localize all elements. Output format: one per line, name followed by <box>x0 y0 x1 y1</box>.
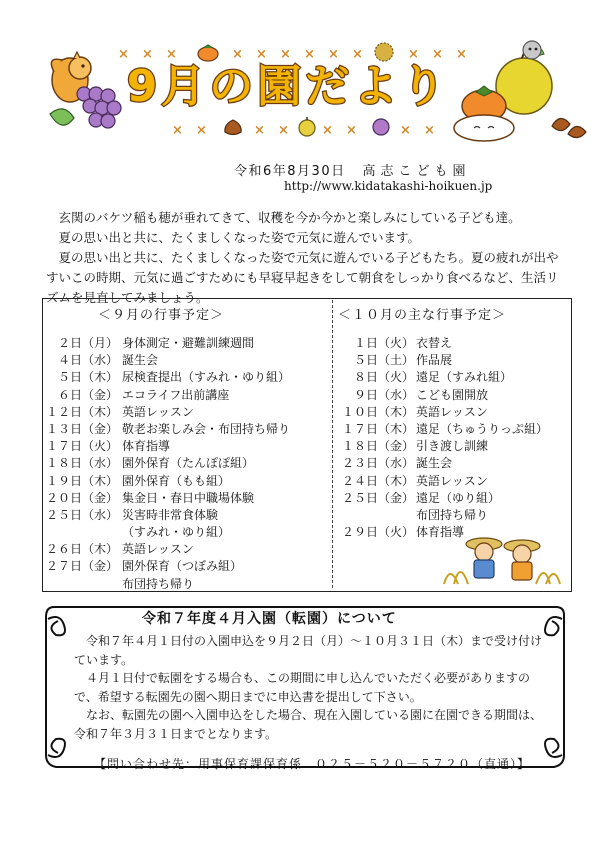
event-row: １３日（金） 敬老お楽しみ会・布団持ち帰り <box>46 421 291 436</box>
event-row: １日（火） 衣替え <box>354 336 453 350</box>
date-line <box>234 160 471 179</box>
event-row: ９日（水） こども園開放 <box>354 387 489 402</box>
event-row: ５日（木） 尿検査提出（すみれ・ゆり組） <box>58 370 291 385</box>
scarecrow-kids-illustration <box>440 530 564 586</box>
event-row: ２６日（木） 英語レッスン <box>46 542 194 557</box>
schedule-divider <box>332 300 333 588</box>
x-decoration: × <box>400 123 411 138</box>
x-decoration: × <box>280 47 291 62</box>
school-url[interactable]: http://www.kidatakashi-hoikuen.jp <box>284 179 493 193</box>
x-decoration: × <box>346 123 357 138</box>
october-heading: ＜１０月の主な行事予定＞ <box>338 308 507 323</box>
notice-paragraph: なお、転園先の園へ入園申込をした場合、現在入園している園に在園できる期間は、令和７年３月３１日までとなります。 <box>74 708 543 741</box>
event-row: ４日（水） 誕生会 <box>58 353 159 368</box>
chestnut-icon <box>222 118 244 138</box>
x-decoration: × <box>166 47 177 62</box>
event-row: ２０日（金） 集金日・春日中職場体験 <box>46 490 255 505</box>
event-row: １８日（金） 引き渡し訓練 <box>342 439 489 454</box>
event-row: １７日（木） 遠足（ちゅうりっぷ組） <box>342 421 549 436</box>
event-row: １９日（木） 園外保育（もも組） <box>46 473 231 488</box>
intro-paragraph: 夏の思い出と共に、たくましくなった姿で元気に遊んでいます。 <box>58 230 421 245</box>
event-row: ２日（月） 身体測定・避難訓練週間 <box>58 336 255 350</box>
header-banner <box>0 0 600 150</box>
x-decoration: × <box>328 47 339 62</box>
event-row: ２３日（水） 誕生会 <box>342 456 453 471</box>
notice-body <box>74 632 542 743</box>
pear-persimmon-hamster-illustration <box>444 36 594 144</box>
contact-info: 【問い合わせ先：用事保育課保育係 ０２５－５２０－５７２０（直通）】 <box>94 757 531 771</box>
title-plate <box>118 55 458 119</box>
x-decoration: × <box>456 47 467 62</box>
september-event-list <box>46 335 328 593</box>
event-row: １２日（木） 英語レッスン <box>46 404 194 419</box>
x-decoration: × <box>172 123 183 138</box>
x-decoration: × <box>118 47 129 62</box>
october-event-list <box>342 335 564 541</box>
notice-paragraph: 令和７年４月１日付の入園申込を９月２日（月）～１０月３１日（木）まで受け付けています。 <box>74 634 543 667</box>
event-row-continued: 布団持ち帰り <box>122 576 195 591</box>
intro-paragraph: 夏の思い出と共に、たくましくなった姿で元気に遊んでいる子どもたち。夏の疲れが出やすいこの時期、元気に過ごすためにも早寝早起きをして朝食をしっかり食べるなど、生活リズムを見直してみましょう。 <box>46 250 559 305</box>
event-row: ２４日（木） 英語レッスン <box>342 473 488 488</box>
x-decoration: × <box>256 47 267 62</box>
event-row: １７日（火） 体育指導 <box>46 439 171 454</box>
event-row: １８日（水） 園外保育（たんぽぽ組） <box>46 456 255 471</box>
event-row: ８日（火） 遠足（すみれ組） <box>354 370 513 385</box>
september-heading: ＜９月の行事予定＞ <box>98 308 225 323</box>
event-row: ５日（土） 作品展 <box>354 353 453 368</box>
event-row: ６日（金） エコライフ出前講座 <box>58 387 230 402</box>
x-decoration: × <box>254 123 265 138</box>
x-decoration: × <box>232 47 243 62</box>
x-decoration: × <box>142 47 153 62</box>
intro-text <box>46 208 568 308</box>
x-decoration: × <box>304 47 315 62</box>
x-decoration: × <box>424 123 435 138</box>
notice-paragraph: ４月１日付で転園をする場合も、この期間に申し込んでいただく必要がありますので、希望する転園先の園へ期日までに申込書を提出して下さい。 <box>74 671 531 704</box>
event-row: ２９日（火） 体育指導 <box>342 525 465 540</box>
x-decoration: × <box>196 123 207 138</box>
newsletter-title: 9月の園だより <box>126 61 450 112</box>
event-row: ２７日（金） 園外保育（つぼみ組） <box>46 559 243 574</box>
grape-icon <box>370 116 392 138</box>
event-row-continued: 布団持ち帰り <box>416 507 489 522</box>
event-row-continued: （すみれ・ゆり組） <box>122 525 231 540</box>
x-decoration: × <box>408 47 419 62</box>
notice-title: 令和７年度４月入園（転園）について <box>142 611 397 627</box>
x-decoration: × <box>352 47 363 62</box>
x-decoration: × <box>322 123 333 138</box>
x-decoration: × <box>278 123 289 138</box>
intro-paragraph: 玄関のバケツ稲も穂が垂れてきて、収穫を今か今かと楽しみにしている子ども達。 <box>58 210 521 225</box>
x-decoration: × <box>432 47 443 62</box>
event-row: ２５日（水） 災害時非常食体験 <box>46 507 219 522</box>
event-row: １０日（木） 英語レッスン <box>342 404 488 419</box>
pear-icon <box>296 116 318 138</box>
school-name: 高志こども園 <box>362 164 471 179</box>
event-row: ２５日（金） 遠足（ゆり組） <box>342 490 501 505</box>
issue-date: 令和6年8月30日 <box>234 164 346 179</box>
